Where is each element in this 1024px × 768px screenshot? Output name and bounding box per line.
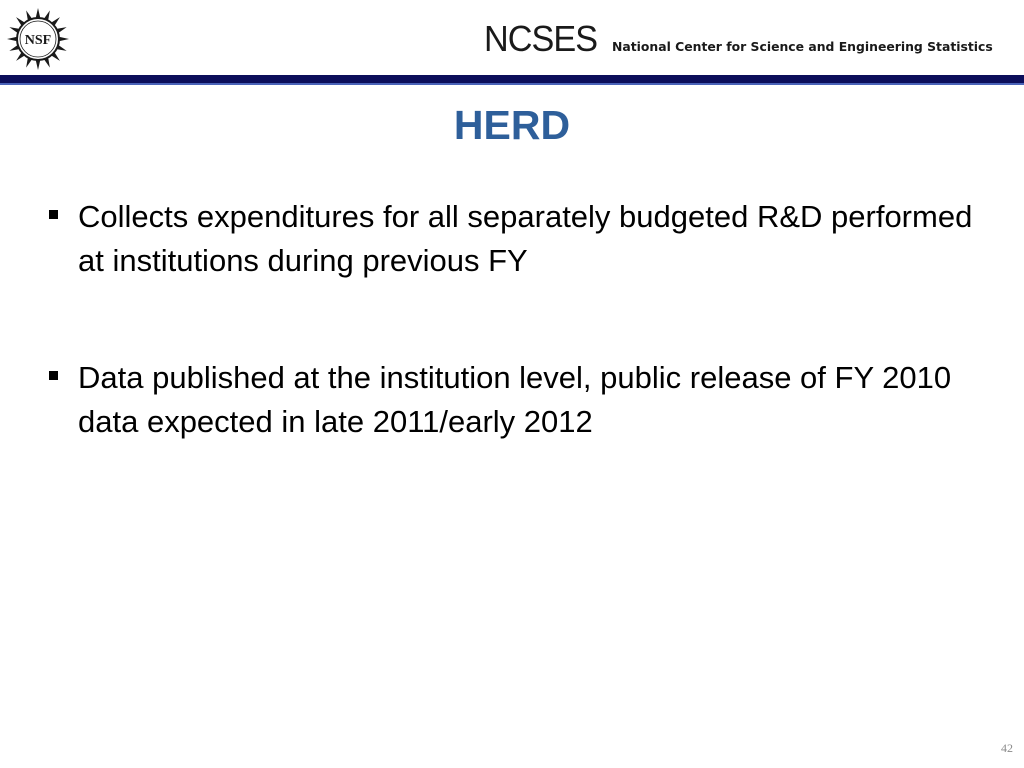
nsf-logo-text: NSF: [24, 33, 52, 48]
nsf-seal-ray: [7, 37, 17, 42]
ncses-logo-text: NCSES: [484, 18, 598, 59]
page-number: 42: [1001, 741, 1013, 755]
bullet-text: Collects expenditures for all separately budgeted R&D performed at institutions during previous FY: [78, 199, 973, 278]
nsf-seal-ray: [36, 60, 41, 70]
nsf-seal-ray: [59, 37, 69, 42]
header-rule-highlight: [0, 83, 1024, 85]
bullet-item: [44, 356, 1004, 444]
bullet-square-icon: [49, 210, 58, 219]
bullet-square-icon: [49, 371, 58, 380]
slide-title: HERD: [453, 102, 571, 148]
bullet-text: Data published at the institution level, public release of FY 2010 data expected in late 2011/early 2012: [78, 360, 952, 439]
bullet-item: [44, 195, 1004, 283]
bullet-list: [44, 195, 1004, 517]
ncses-full-name: National Center for Science and Engineering Statistics: [612, 39, 993, 54]
ncses-logo: [484, 18, 993, 59]
nsf-logo: [6, 7, 70, 71]
nsf-seal-ray: [36, 8, 41, 18]
